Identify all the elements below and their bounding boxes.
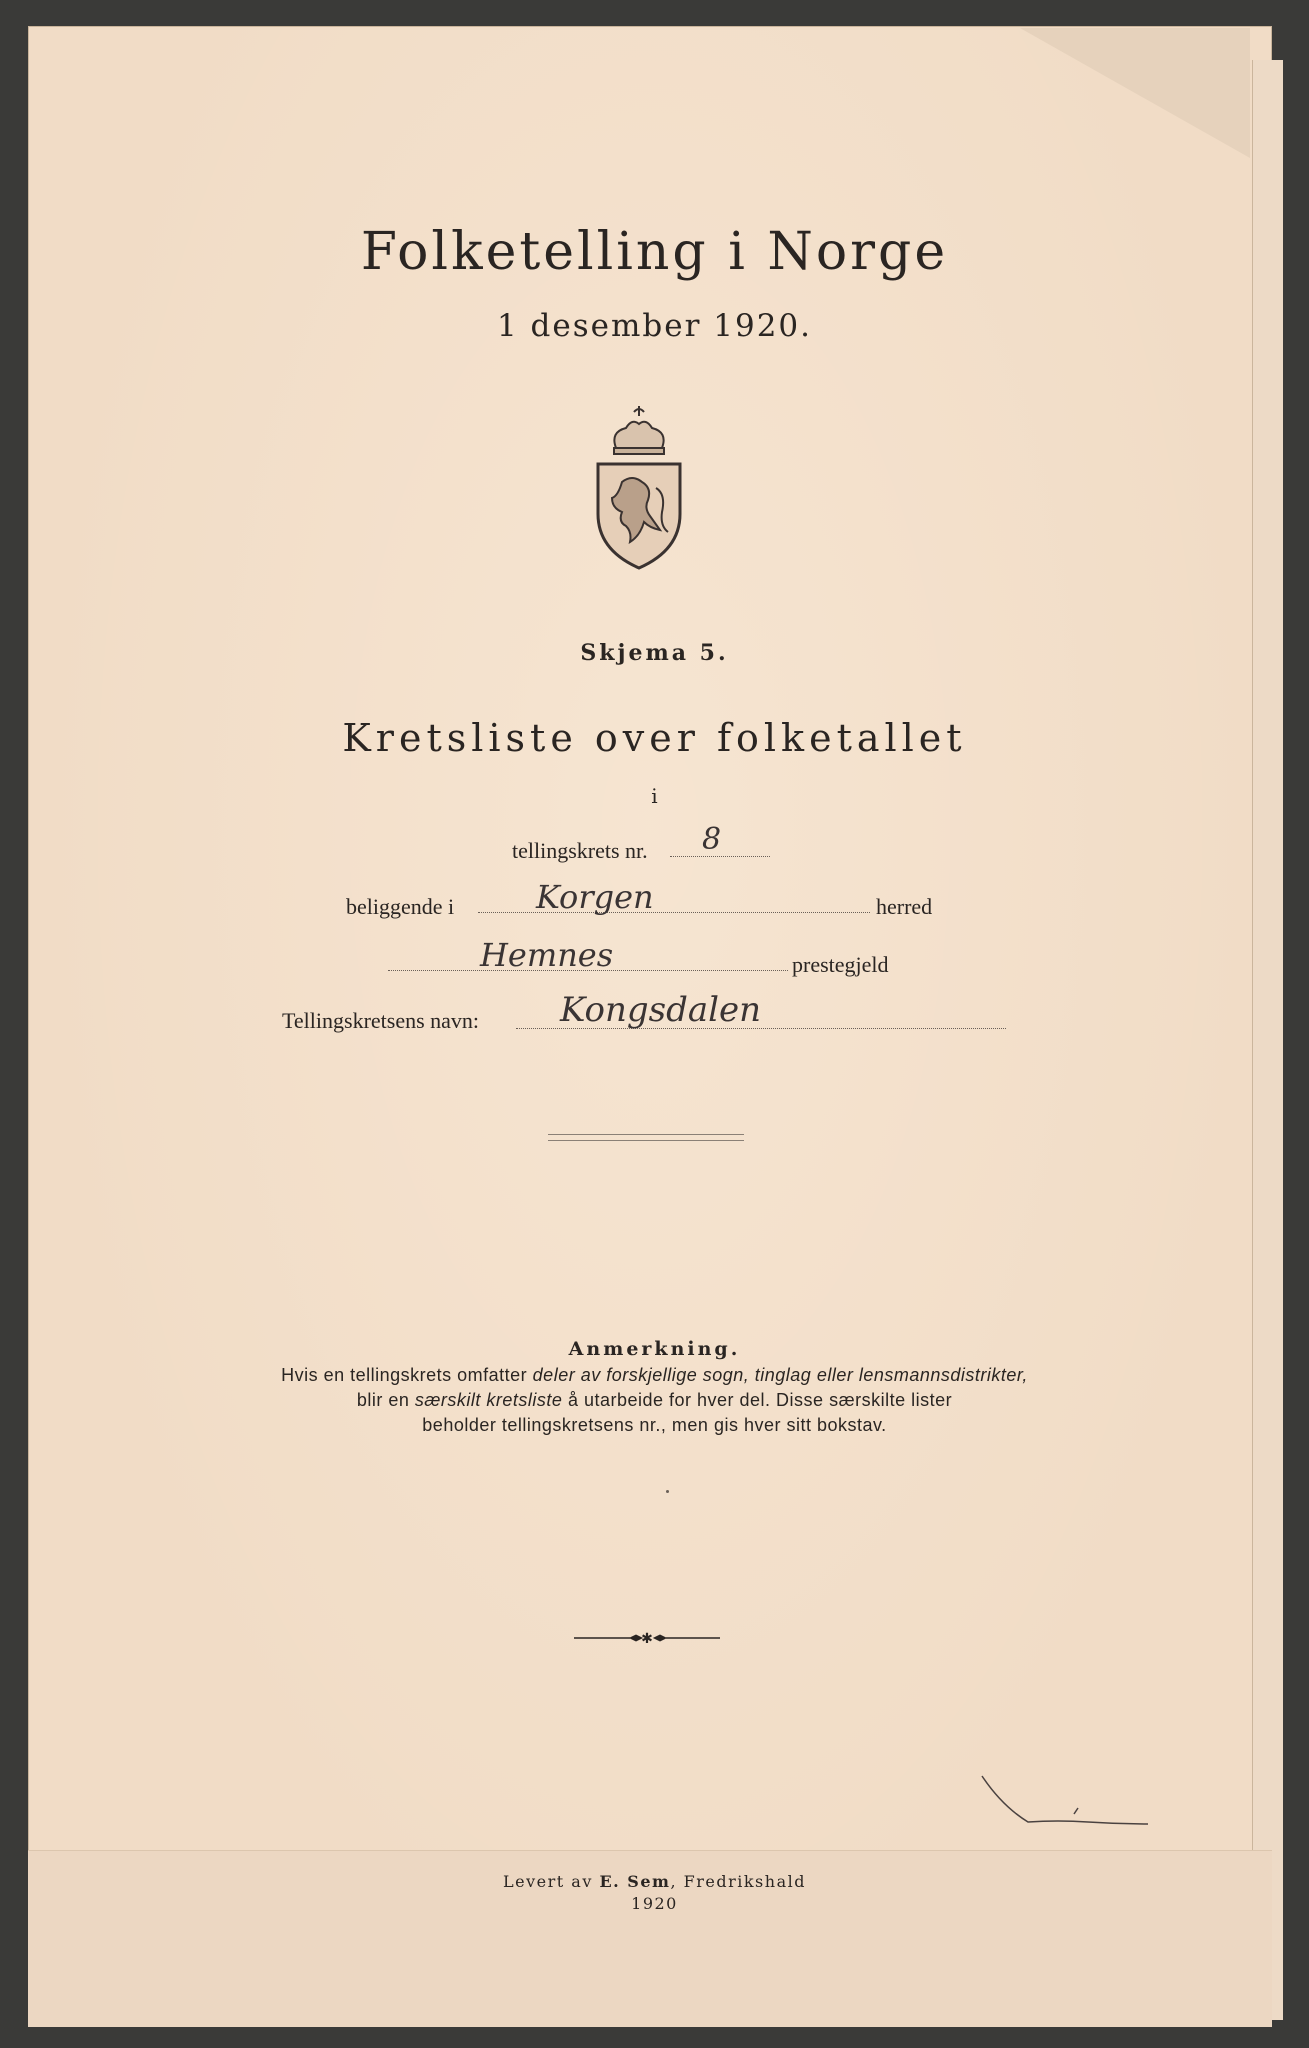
page-edge [1252,60,1283,2020]
note-line-3: beholder tellingskretsens nr., men gis hver sitt bokstav. [422,1415,887,1435]
printer-credit: Levert av E. Sem, Fredrikshald [503,1872,806,1891]
svg-text:✱: ✱ [641,1631,653,1646]
norwegian-coat-of-arms-icon [594,404,684,570]
note-line-1: Hvis en tellingskrets omfatter deler av forskjellige sogn, tinglag eller lensmannsdistrikter, [281,1365,1028,1385]
herred-label: herred [876,894,933,919]
beliggende-value: Korgen [536,878,654,916]
prestegjeld-label: prestegjeld [792,952,889,977]
connector-word: i [651,784,658,808]
kretsnavn-value: Kongsdalen [560,990,761,1030]
tellingskrets-value: 8 [702,822,722,857]
beliggende-label: beliggende i [346,894,455,919]
schema-label: Skjema 5. [580,640,729,666]
kretsnavn-label: Tellingskretsens navn: [282,1008,480,1033]
note-title: Anmerkning. [568,1338,741,1360]
note-line-2: blir en særskilt kretsliste å utarbeide for hver del. Disse særskilte lister [356,1390,953,1410]
document-title: Folketelling i Norge [360,222,949,282]
folded-corner [1020,28,1250,158]
tellingskrets-label: tellingskrets nr. [512,838,648,863]
ink-speck [666,1490,669,1493]
printer-year: 1920 [631,1894,678,1913]
prestegjeld-value: Hemnes [480,936,614,974]
form-subtitle: Kretsliste over folketallet [342,716,967,760]
document-date: 1 desember 1920. [496,308,813,344]
ornament-divider-icon [572,1630,722,1646]
pencil-mark [980,1770,1210,1850]
double-rule-divider [548,1134,744,1141]
